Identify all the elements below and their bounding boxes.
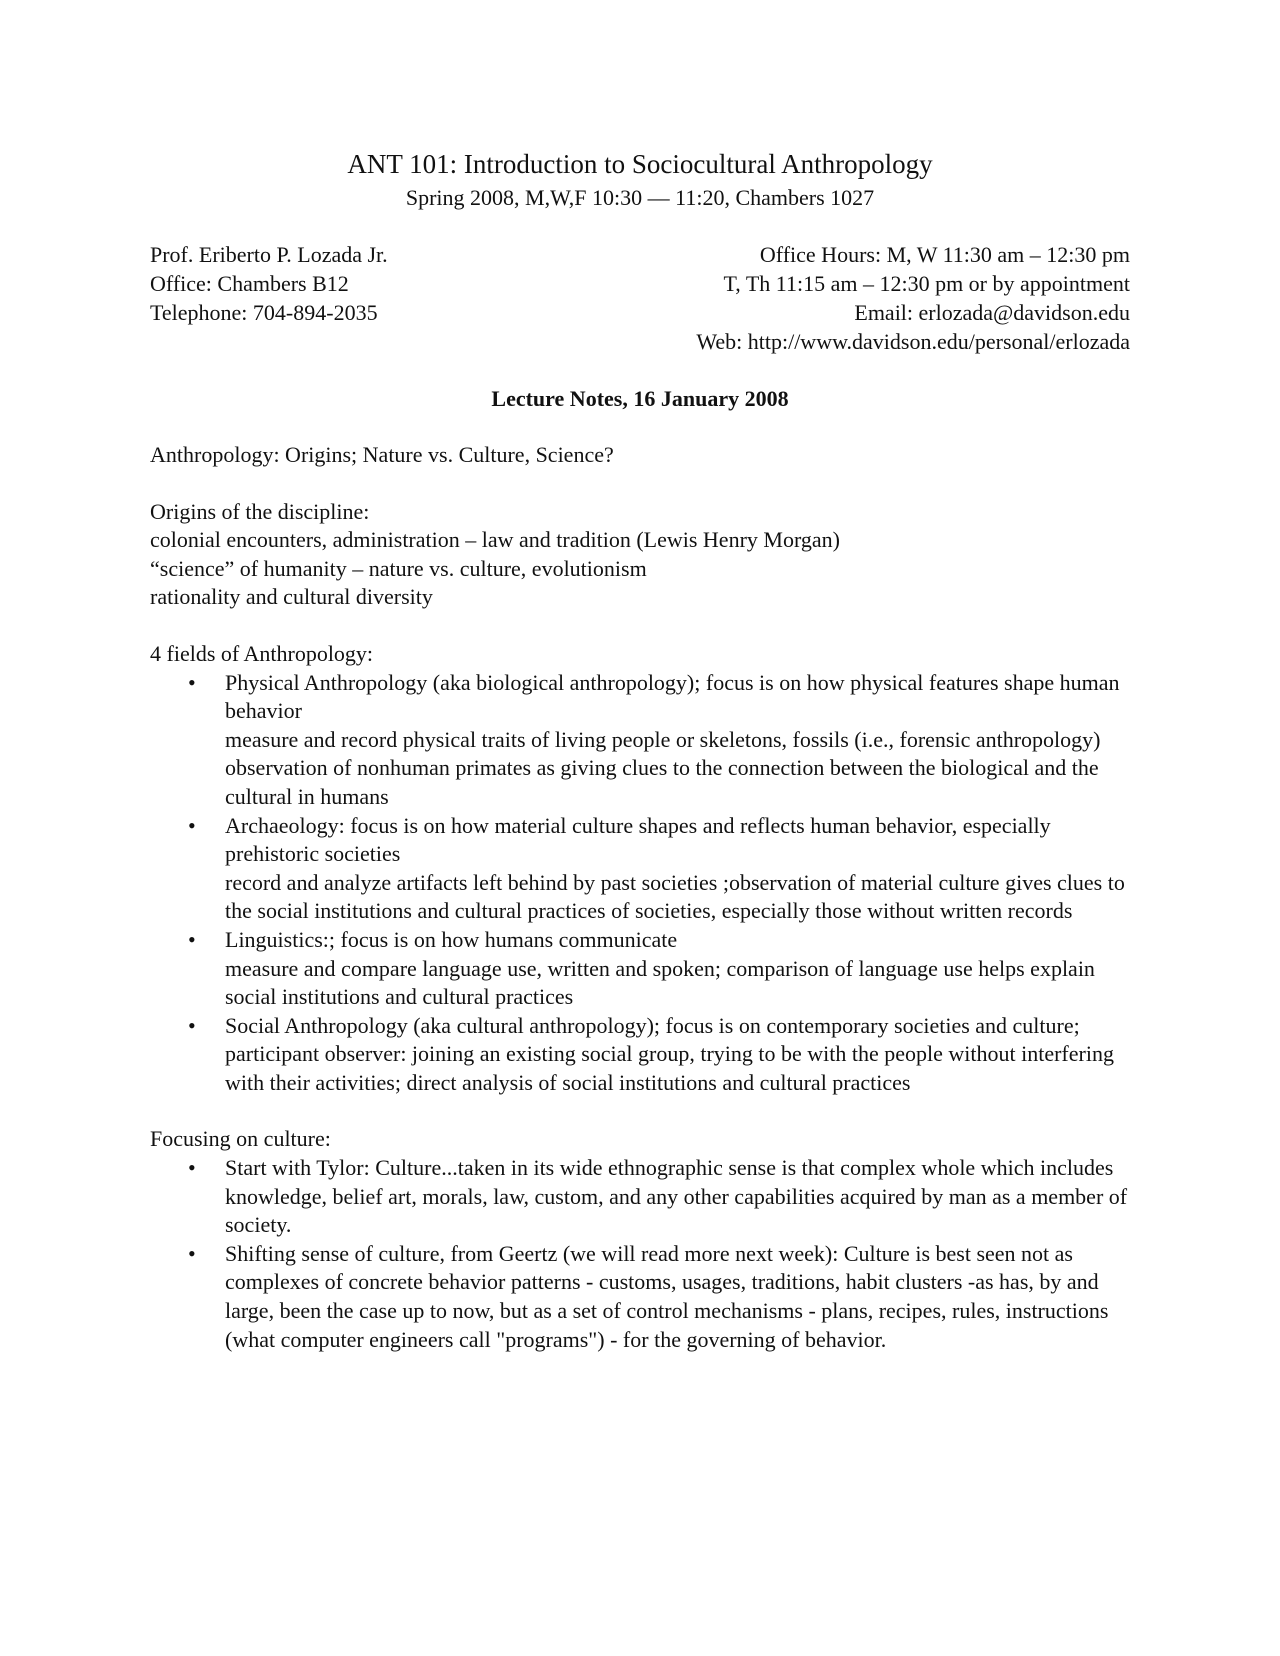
instructor-email: Email: erlozada@davidson.edu [854, 300, 1130, 325]
culture-heading: Focusing on culture: [150, 1126, 331, 1152]
instructor-web: Web: http://www.davidson.edu/personal/erlozada [696, 329, 1130, 354]
list-item [150, 1154, 1130, 1240]
bullet-icon: • [188, 1155, 196, 1181]
bullet-icon: • [188, 1012, 196, 1038]
list-item [150, 669, 1130, 812]
instructor-info [150, 240, 388, 327]
list-item [150, 926, 1130, 1012]
field-detail: measure and compare language use, written and spoken; comparison of language use helps explain social institutions and cultural practices [225, 955, 1095, 1010]
course-title: ANT 101: Introduction to Sociocultural Anthropology [347, 149, 933, 179]
culture-item: Shifting sense of culture, from Geertz (we will read more next week): Culture is best seen not as complexes of concrete behavior patterns - customs, usages, traditions, habit clusters -as has, by and large, been the case up to now, but as a set of control mechanisms - plans, recipes, rules, instructions (what computer engineers call "programs") - for the governing of behavior. [225, 1240, 1109, 1352]
field-lead: Linguistics:; focus is on how humans communicate [225, 926, 678, 952]
field-lead: Social Anthropology (aka cultural anthropology); focus is on contemporary societies and culture; [225, 1012, 1080, 1038]
origins-heading: Origins of the discipline: [150, 498, 370, 524]
bullet-icon: • [188, 926, 196, 952]
field-detail: measure and record physical traits of living people or skeletons, fossils (i.e., forensic anthropology) [225, 726, 1101, 752]
culture-item: Start with Tylor: Culture...taken in its wide ethnographic sense is that complex whole which includes knowledge, belief art, morals, law, custom, and any other capabilities acquired by man as a member of society. [225, 1155, 1128, 1238]
bullet-icon: • [188, 1240, 196, 1266]
bullet-icon: • [188, 812, 196, 838]
list-item [150, 1240, 1130, 1354]
bullet-icon: • [188, 669, 196, 695]
field-detail: observation of nonhuman primates as giving clues to the connection between the biological and the cultural in humans [225, 755, 1099, 809]
origins-line: “science” of humanity – nature vs. culture, evolutionism [150, 555, 647, 581]
instructor-name: Prof. Eriberto P. Lozada Jr. [150, 242, 388, 267]
list-item [150, 1012, 1130, 1098]
fields-list [150, 669, 1130, 1098]
office-hours-mw: Office Hours: M, W 11:30 am – 12:30 pm [759, 242, 1130, 267]
notes-body [150, 441, 1130, 1354]
field-detail: participant observer: joining an existing social group, trying to be with the people without interfering with their activities; direct analysis of social institutions and cultural practices [225, 1041, 1114, 1095]
list-item [150, 812, 1130, 926]
origins-line: colonial encounters, administration – law and tradition (Lewis Henry Morgan) [150, 527, 840, 553]
lecture-notes-heading: Lecture Notes, 16 January 2008 [491, 386, 789, 411]
instructor-office: Office: Chambers B12 [150, 271, 349, 296]
office-hours-tth: T, Th 11:15 am – 12:30 pm or by appointment [723, 271, 1130, 296]
office-hours-info [696, 240, 1130, 356]
origins-line: rationality and cultural diversity [150, 584, 433, 610]
fields-heading: 4 fields of Anthropology: [150, 640, 374, 666]
lecture-topic: Anthropology: Origins; Nature vs. Culture, Science? [150, 442, 614, 467]
field-lead: Archaeology: focus is on how material culture shapes and reflects human behavior, especially prehistoric societies [225, 812, 1051, 867]
instructor-telephone: Telephone: 704-894-2035 [150, 300, 378, 325]
course-schedule: Spring 2008, M,W,F 10:30 — 11:20, Chambers 1027 [405, 185, 875, 210]
field-detail: record and analyze artifacts left behind by past societies ;observation of material culture gives clues to the social institutions and cultural practices of societies, especially those without written records [225, 869, 1125, 924]
field-lead: Physical Anthropology (aka biological anthropology); focus is on how physical features shape human behavior [225, 669, 1120, 724]
culture-list [150, 1154, 1130, 1354]
